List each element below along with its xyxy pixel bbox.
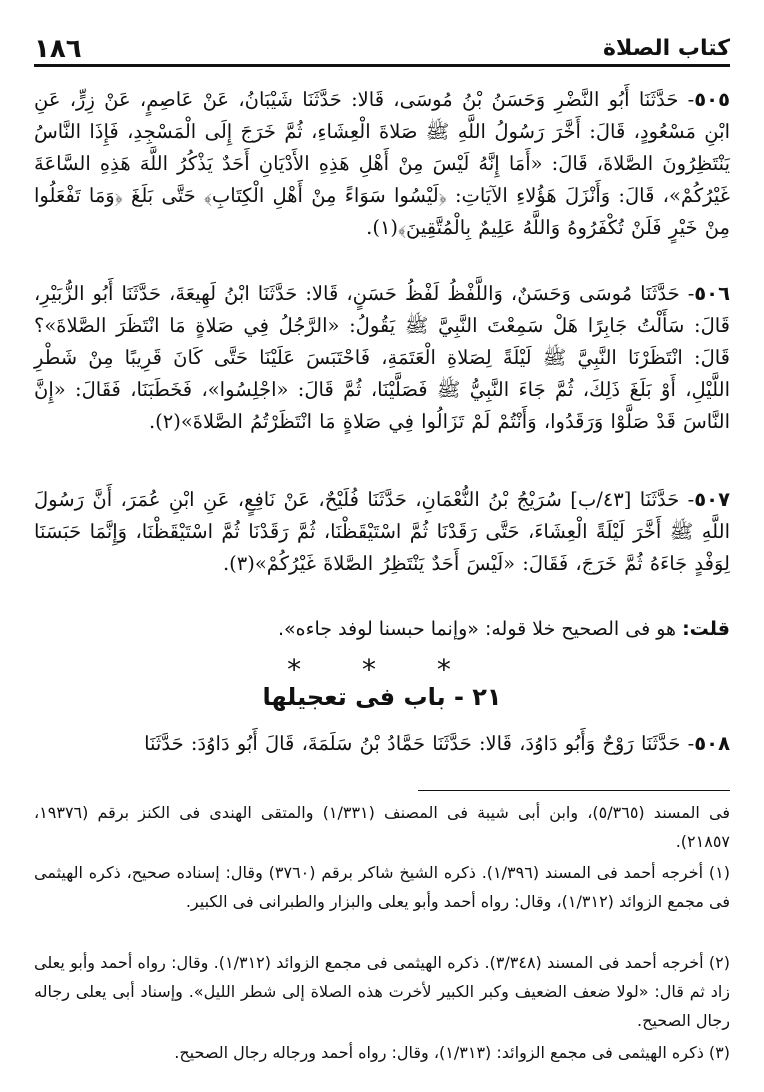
page-number: ١٨٦ (34, 34, 82, 64)
note-text: هو فى الصحيح خلا قوله: «وإنما حبسنا لوفد جاءه». (277, 618, 677, 640)
footnote-rule (418, 790, 730, 791)
note-label: قلت: (682, 618, 730, 640)
hadith-text: - حَدَّثَنَا [٤٣/ب] سُرَيْجُ بْنُ النُّعْمَانِ، حَدَّثَنَا فُلَيْحٌ، عَنْ نَافِعٍ، عَنِ ابْنِ عُمَرَ، أَنَّ رَسُولَ اللَّهِ ﷺ أَخَّرَ لَيْلَةً الْعِشَاءَ، حَتَّى رَقَدْنَا ثُمَّ اسْتَيْقَظْنَا، ثُمَّ رَقَدْنَا ثُمَّ اسْتَيْقَظْنَا، وَإِنَّمَا حَبَسَنَا لِوَفْدٍ جَاءَهُ ثُمَّ خَرَجَ، فَقَالَ: «لَيْسَ أَحَدٌ يَنْتَظِرُ الصَّلاةَ غَيْرُكُمْ»(٣). (34, 488, 730, 575)
hadith-number: ٥٠٧ (694, 488, 730, 511)
hadith-505 (34, 84, 730, 244)
footnote-3: (٣) ذكره الهيثمى فى مجمع الزوائد: (١/٣١٣)، وقال: رواه أحمد ورجاله رجال الصحيح. (174, 1043, 730, 1062)
hadith-number: ٥٠٦ (694, 282, 730, 305)
footnote-1: (١) أخرجه أحمد فى المسند (١/٣٩٦). ذكره الشيخ شاكر برقم (٣٧٦٠) وقال: إسناده صحيح، ذكره الهيثمى فى مجمع الزوائد (١/٣١٢)، وقال: رواه أحمد وأبو يعلى والبزار والطبرانى فى الكبير. (34, 863, 731, 911)
hadith-507 (34, 484, 730, 580)
editor-note (34, 614, 730, 644)
book-title: كتاب الصلاة (603, 36, 730, 61)
hadith-number: ٥٠٥ (694, 88, 730, 111)
hadith-text: - حَدَّثَنَا رَوْحٌ وَأَبُو دَاوُدَ، قَالا: حَدَّثَنَا حَمَّادُ بْنُ سَلَمَةَ، قَالَ أَبُو دَاوُدَ: حَدَّثَنَا (144, 732, 695, 755)
footnote-2: (٢) أخرجه أحمد فى المسند (٣/٣٤٨). ذكره الهيثمى فى مجمع الزوائد (١/٣١٢). وقال: رواه أحمد وأبو يعلى زاد ثم قال: «لولا ضعف الضعيف وكبر الكبير لأخرت هذه الصلاة إلى شطر الليل». وإسناد أبى يعلى رجاله رجال الصحيح. (34, 953, 730, 1030)
hadith-number: ٥٠٨ (694, 732, 730, 755)
hadith-508 (34, 728, 730, 760)
page-header (34, 30, 730, 67)
hadith-text: - حَدَّثَنَا مُوسَى وَحَسَنٌ، وَاللَّفْظُ لَفْظُ حَسَنٍ، قَالا: حَدَّثَنَا ابْنُ لَهِيعَةَ، حَدَّثَنَا أَبُو الزُّبَيْرِ، قَالَ: سَأَلْتُ جَابِرًا هَلْ سَمِعْتَ النَّبِيَّ ﷺ يَقُولُ: «الرَّجُلُ فِي صَلاةٍ مَا انْتَظَرَ الصَّلاةَ»؟ قَالَ: انْتَظَرْنَا النَّبِيَّ ﷺ لَيْلَةً لِصَلاةِ الْعَتَمَةِ، فَاحْتَبَسَ عَلَيْنَا حَتَّى كَانَ قَرِيبًا مِنْ شَطْرِ اللَّيْلِ، أَوْ بَلَغَ ذَلِكَ، ثُمَّ جَاءَ النَّبِيُّ ﷺ فَصَلَّيْنَا، ثُمَّ قَالَ: «اجْلِسُوا»، فَخَطَبَنَا، فَقَالَ: «إِنَّ النَّاسَ قَدْ صَلَّوْا وَرَقَدُوا، وَأَنْتُمْ لَمْ تَزَالُوا فِي صَلاةٍ مَا انْتَظَرْتُمُ الصَّلاةَ»(٢). (34, 282, 730, 433)
section-separator: * * * (287, 653, 477, 686)
hadith-506 (34, 278, 730, 438)
footnote-carryover: فى المسند (٥/٣٦٥)، وابن أبى شيبة فى المصنف (١/٣٣١) والمتقى الهندى فى الكنز برقم (١٩٣٧٦، ٢١٨٥٧). (34, 803, 731, 851)
chapter-title: ٢١ - باب فى تعجيلها (262, 683, 502, 711)
hadith-text: - حَدَّثَنَا أَبُو النَّضْرِ وَحَسَنُ بْنُ مُوسَى، قَالا: حَدَّثَنَا شَيْبَانُ، عَنْ عَاصِمٍ، عَنْ زِرٍّ، عَنِ ابْنِ مَسْعُودٍ، قَالَ: أَخَّرَ رَسُولُ اللَّهِ ﷺ صَلاةَ الْعِشَاءِ، ثُمَّ خَرَجَ إِلَى الْمَسْجِدِ، فَإِذَا النَّاسُ يَنْتَظِرُونَ الصَّلاةَ، قَالَ: «أَمَا إِنَّهُ لَيْسَ مِنْ أَهْلِ هَذِهِ الأَدْيَانِ أَحَدٌ يَذْكُرُ اللَّهَ هَذِهِ السَّاعَةَ غَيْرُكُمْ»، قَالَ: وَأَنْزَلَ هَؤُلاءِ الآيَاتِ: ﴿لَيْسُوا سَوَاءً مِنْ أَهْلِ الْكِتَابِ﴾ حَتَّى بَلَغَ ﴿وَمَا تَفْعَلُوا مِنْ خَيْرٍ فَلَنْ تُكْفَرُوهُ وَاللَّهُ عَلِيمٌ بِالْمُتَّقِينَ﴾(١). (34, 88, 730, 239)
